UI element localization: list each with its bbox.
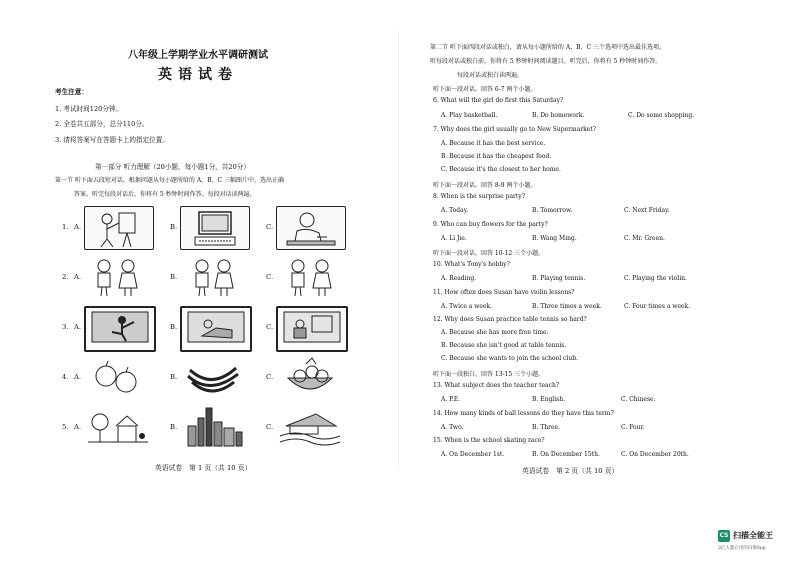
apples-icon[interactable] <box>84 356 152 398</box>
option-label: B. <box>170 223 178 231</box>
option-label: B. <box>170 323 178 331</box>
question-text: 9. Who can buy flowers for the party? <box>433 221 548 228</box>
question-text: 13. What subject does the teacher teach? <box>433 382 560 389</box>
painting-boy-icon[interactable] <box>84 206 154 250</box>
option-label: C. <box>266 223 274 231</box>
option-label: B. <box>170 373 178 381</box>
option-label: C. <box>266 423 274 431</box>
option-b[interactable]: B. Do homework. <box>532 112 585 119</box>
group-intro: 听下面一段独白，回答 13-15 三个小题。 <box>433 371 545 378</box>
section2-instruction: 每段对话或独白读两遍。 <box>457 72 524 79</box>
option-label: C. <box>266 373 274 381</box>
option-a[interactable]: A. Because she has more free time. <box>441 329 549 336</box>
section2-instruction: 第二节 听下面四段对话或独白，请从每小题所给的 A、B、C 三个选项中选出最佳选项。 <box>430 44 666 51</box>
question-text: 10. What's Tony's hobby? <box>433 261 510 268</box>
option-a[interactable]: A. Two. <box>441 424 464 431</box>
option-b[interactable]: B. Because it has the cheapest food. <box>441 153 552 160</box>
option-c[interactable]: C. Do some shopping. <box>628 112 695 119</box>
option-a[interactable]: A. Li Jie. <box>441 235 467 242</box>
two-kids-icon[interactable] <box>180 256 248 298</box>
tv-room-icon[interactable] <box>276 306 348 352</box>
tv-reading-icon[interactable] <box>180 306 252 352</box>
option-c[interactable]: C. Four. <box>621 424 645 431</box>
section2-instruction: 听每段对话或独白前，你将有 5 秒钟时间阅读题目。听完后，你将有 5 秒钟时间作答。 <box>430 58 662 65</box>
notice-title: 考生注意： <box>55 88 88 96</box>
option-c[interactable]: C. Mr. Green. <box>624 235 665 242</box>
option-c[interactable]: C. Playing the violin. <box>624 275 687 282</box>
watermark-name: 扫描全能王 <box>733 531 773 540</box>
exam-title: 英语试卷 <box>158 67 238 83</box>
bananas-icon[interactable] <box>180 356 248 398</box>
question-number: 1. <box>62 223 69 231</box>
option-c[interactable]: C. Next Friday. <box>624 207 670 214</box>
option-c[interactable]: C. Four times a week. <box>624 303 691 310</box>
option-b[interactable]: B. Playing tennis. <box>532 275 586 282</box>
fruit-basket-icon[interactable] <box>276 356 344 398</box>
option-label: A. <box>74 373 82 381</box>
option-b[interactable]: B. Because she isn't good at table tennis. <box>441 342 567 349</box>
question-number: 5. <box>62 423 69 431</box>
city-icon[interactable] <box>180 406 248 448</box>
option-b[interactable]: B. Tomorrow. <box>532 207 573 214</box>
option-c[interactable]: C. Chinese. <box>621 396 656 403</box>
option-label: A. <box>74 273 82 281</box>
option-c[interactable]: C. Because she wants to join the school club. <box>441 355 578 362</box>
question-number: 3. <box>62 323 69 331</box>
section1-instruction: 第一节 听下面五段短对话，根据问题从每小题所给的 A、B、C 三幅图片中，选出正确 <box>55 177 285 184</box>
option-label: B. <box>170 273 178 281</box>
option-a[interactable]: A. Today. <box>441 207 469 214</box>
camscanner-logo-icon: CS <box>718 530 730 542</box>
option-a[interactable]: A. Reading. <box>441 275 477 282</box>
group-intro: 听下面一段对话，回答 6-7 两个小题。 <box>433 86 537 93</box>
section1-instruction: 答案。听完每段对话后，你将有 5 秒钟时间作答。每段对话读两遍。 <box>74 191 256 198</box>
option-label: C. <box>266 273 274 281</box>
exam-header: 八年级上学期学业水平调研测试 <box>128 50 268 61</box>
right-page <box>397 0 794 561</box>
notice-item: 3. 请将答案写在答题卡上的指定位置。 <box>55 136 169 144</box>
notice-item: 1. 考试时间120分钟。 <box>55 105 123 113</box>
question-text: 12. Why does Susan practice table tennis so hard? <box>433 316 587 323</box>
question-number: 4. <box>62 373 69 381</box>
option-a[interactable]: A. Twice a week. <box>441 303 493 310</box>
part1-title: 第一部分 听力理解（20小题，每小题1分，共20分） <box>95 163 250 171</box>
question-text: 14. How many kinds of ball lessons do they have this term? <box>433 410 614 417</box>
two-kids-icon[interactable] <box>84 256 152 298</box>
option-a[interactable]: A. Because it has the best service. <box>441 140 546 147</box>
option-a[interactable]: A. P.E. <box>441 396 461 403</box>
question-number: 2. <box>62 273 69 281</box>
tv-kungfu-icon[interactable] <box>84 306 156 352</box>
page-footer: 英语试卷 第 1 页（共 10 页） <box>155 464 252 472</box>
option-a[interactable]: A. On December 1st. <box>441 451 505 458</box>
option-b[interactable]: B. On December 15th. <box>532 451 600 458</box>
option-b[interactable]: B. Wang Ming. <box>532 235 577 242</box>
computer-icon[interactable] <box>180 206 250 250</box>
two-kids-icon[interactable] <box>276 256 344 298</box>
question-text: 8. When is the surprise party? <box>433 193 525 200</box>
beach-icon[interactable] <box>276 406 344 448</box>
boy-writing-icon[interactable] <box>276 206 346 250</box>
option-c[interactable]: C. Because it's the closest to her home. <box>441 166 561 173</box>
option-label: C. <box>266 323 274 331</box>
option-b[interactable]: B. Three. <box>532 424 560 431</box>
question-text: 15. When is the school skating race? <box>433 437 545 444</box>
question-text: 11. How often does Susan have violin lessons? <box>433 289 575 296</box>
notice-item: 2. 全卷共五部分，总分110分。 <box>55 120 149 128</box>
group-intro: 听下面一段对话，回答 8-9 两个小题。 <box>433 182 537 189</box>
question-text: 6. What will the girl do first this Saturday? <box>433 97 564 104</box>
option-label: A. <box>74 423 82 431</box>
option-c[interactable]: C. On December 20th. <box>621 451 689 458</box>
option-label: A. <box>74 223 82 231</box>
option-label: B. <box>170 423 178 431</box>
option-label: A. <box>74 323 82 331</box>
group-intro: 听下面一段对话，回答 10-12 三个小题。 <box>433 250 545 257</box>
option-a[interactable]: A. Play basketball. <box>441 112 498 119</box>
farm-icon[interactable] <box>84 406 152 448</box>
watermark-subtitle: 3亿人都在用的扫描App <box>718 546 766 551</box>
option-b[interactable]: B. English. <box>532 396 565 403</box>
option-b[interactable]: B. Three times a week. <box>532 303 602 310</box>
page-footer: 英语试卷 第 2 页（共 10 页） <box>522 467 619 475</box>
question-text: 7. Why does the girl usually go to New Supermarket? <box>433 126 596 133</box>
